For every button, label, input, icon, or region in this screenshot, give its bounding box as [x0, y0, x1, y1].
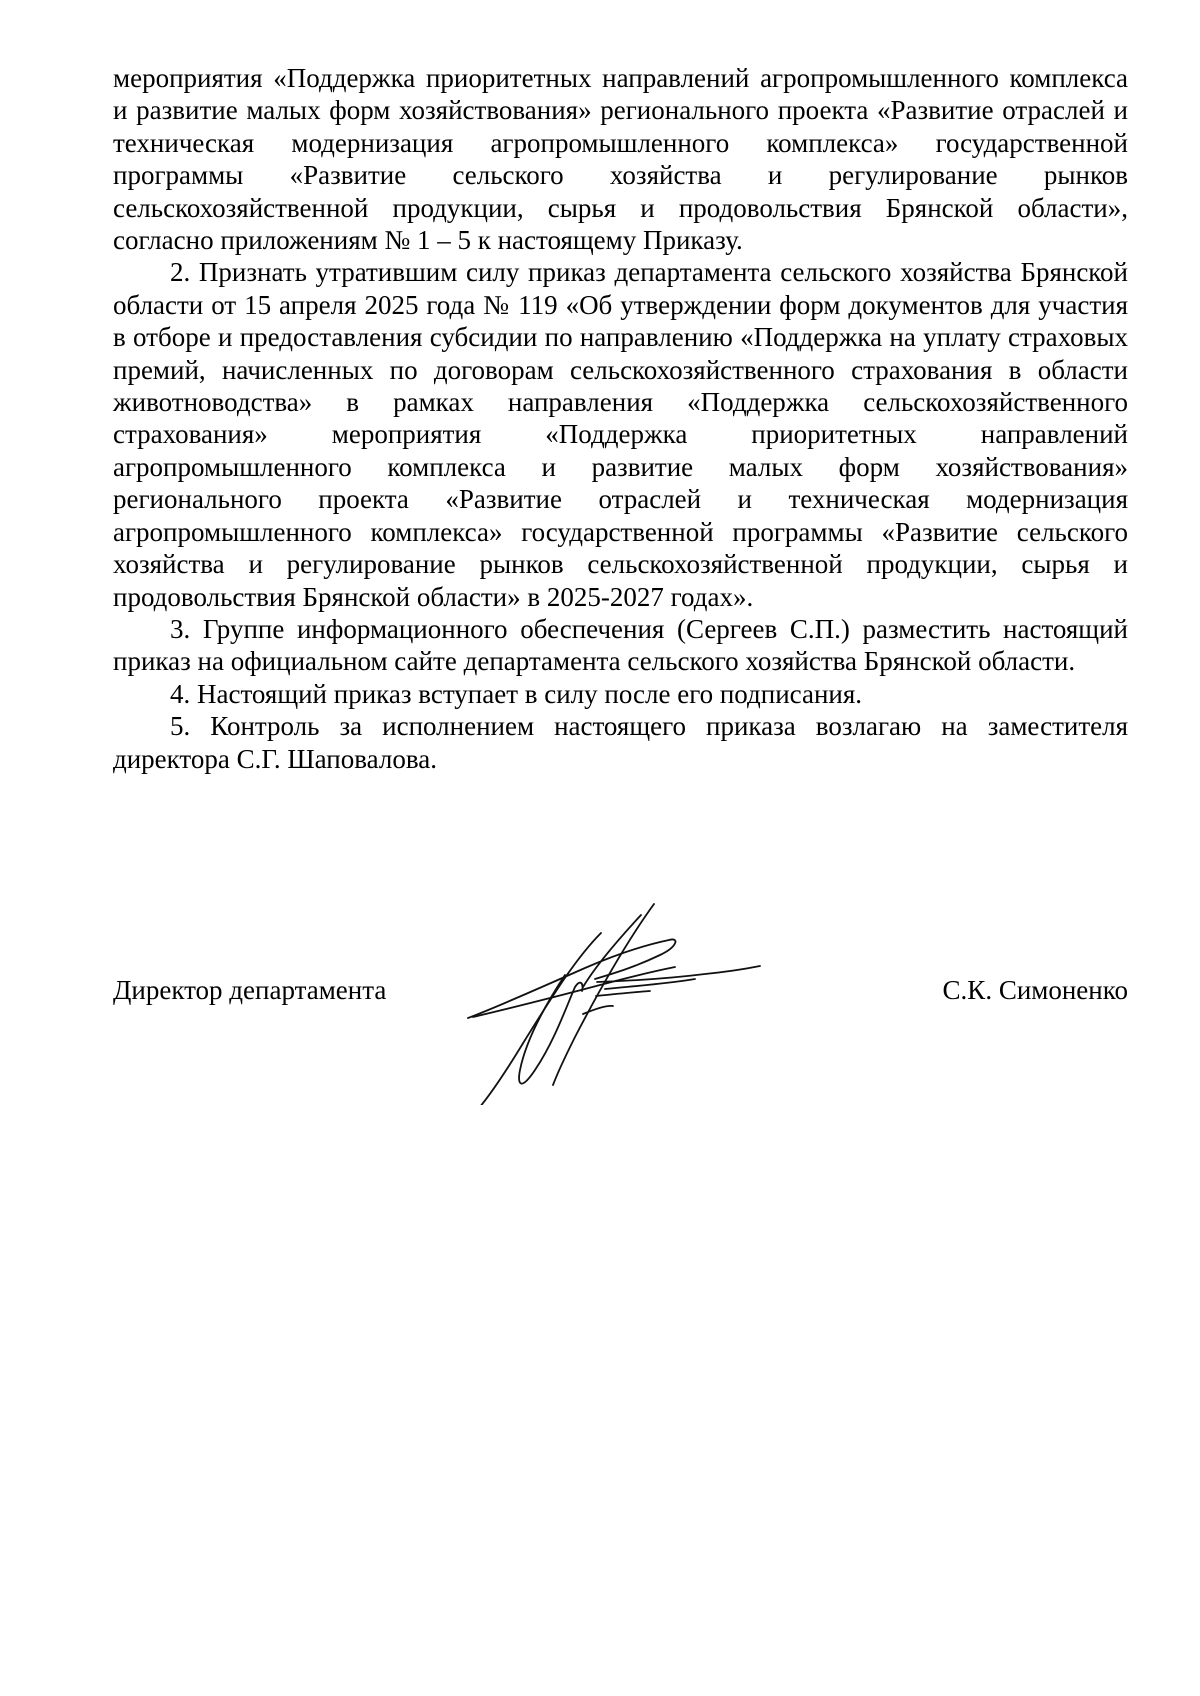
paragraph-intro: мероприятия «Поддержка приоритетных направлений агропромышленного комплекса и развитие малых форм хозяйствования» регионального проекта «Развитие отраслей и техническая модернизация агропромышленного комплекса» государственной программы «Развитие сельского хозяйства и регулирование рынков сельскохозяйственной продукции, сырья и продовольствия Брянской области», согласно приложениям № 1 – 5 к настоящему Приказу. — [113, 63, 1128, 256]
handwritten-signature — [455, 895, 795, 1105]
paragraph-item-3: 3. Группе информационного обеспечения (Сергеев С.П.) разместить настоящий приказ на официальном сайте департамента сельского хозяйства Брянской области. — [113, 613, 1128, 677]
paragraph-item-2: 2. Признать утратившим силу приказ департамента сельского хозяйства Брянской области от 15 апреля 2025 года № 119 «Об утверждении форм документов для участия в отборе и предоставления субсидии по направлению «Поддержка на уплату страховых премий, начисленных по договорам сельскохозяйственного страхования в области животноводства» в рамках направления «Поддержка сельскохозяйственного страхования» мероприятия «Поддержка приоритетных направлений агропромышленного комплекса и развитие малых форм хозяйствования» регионального проекта «Развитие отраслей и техническая модернизация агропромышленного комплекса» государственной программы «Развитие сельского хозяйства и регулирование рынков сельскохозяйственной продукции, сырья и продовольствия Брянской области» в 2025-2027 годах». — [113, 257, 1128, 612]
signatory-name: С.К. Симоненко — [942, 975, 1128, 1005]
signatory-title: Директор департамента — [113, 975, 387, 1005]
document-body — [113, 62, 1128, 775]
paragraph-item-4: 4. Настоящий приказ вступает в силу после его подписания. — [170, 678, 863, 709]
paragraph-item-5: 5. Контроль за исполнением настоящего приказа возлагаю на заместителя директора С.Г. Шаповалова. — [113, 711, 1128, 774]
